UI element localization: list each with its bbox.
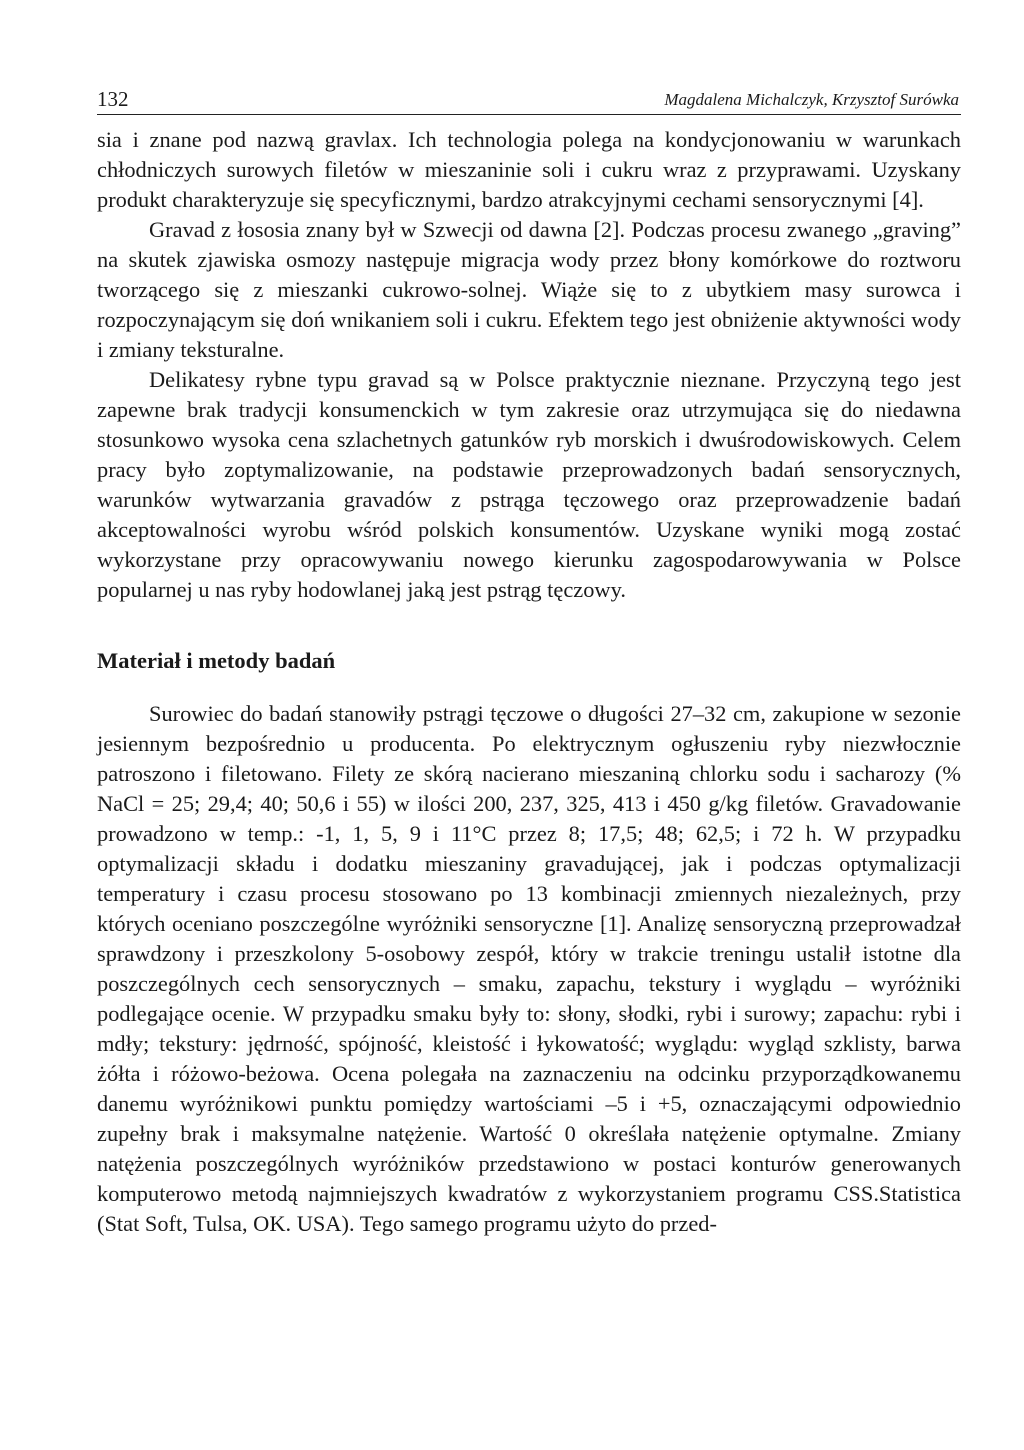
page bbox=[97, 76, 961, 1239]
paragraph-study-aim: Delikatesy rybne typu gravad są w Polsce praktycznie nieznane. Przyczyną tego jest zapewne brak tradycji konsumenckich w tym zakresie oraz utrzymująca się do niedawna stosunkowo wysoka cena szlachetnych gatunków ryb morskich i dwuśrodowiskowych. Celem pracy było zoptymalizowanie, na podstawie przeprowadzonych badań sensorycznych, warunków wytwarzania gravadów z pstrąga tęczowego oraz przeprowadzenie badań akceptowalności wyrobu wśród polskich konsumentów. Uzyskane wyniki mogą zostać wykorzystane przy opracowywaniu nowego kierunku zagospodarowywania w Polsce popularnej u nas ryby hodowlanej jaką jest pstrąg tęczowy. bbox=[97, 367, 961, 602]
section-heading: Materiał i metody badań bbox=[97, 648, 336, 673]
paragraph-materials-methods: Surowiec do badań stanowiły pstrągi tęczowe o długości 27–32 cm, zakupione w sezonie jesiennym bezpośrednio u producenta. Po elektrycznym ogłuszeniu ryby niezwłocznie patroszono i filetowano. Filety ze skórą nacierano mieszaniną chlorku sodu i sacharozy (% NaCl = 25; 29,4; 40; 50,6 i 55) w ilości 200, 237, 325, 413 i 450 g/kg filetów. Gravadowanie prowadzono w temp.: -1, 1, 5, 9 i 11°C przez 8; 17,5; 48; 62,5; i 72 h. W przypadku optymalizacji składu i dodatku mieszaniny gravadującej, jak i podczas optymalizacji temperatury i czasu procesu stosowano po 13 kombinacji zmiennych niezależnych, przy których oceniano poszczególne wyróżniki sensoryczne [1]. Analizę sensoryczną przeprowadzał sprawdzony i przeszkolony 5-osobowy zespół, który w trakcie treningu ustalił istotne dla poszczególnych cech sensorycznych – smaku, zapachu, tekstury i wyglądu – wyróżniki podlegające ocenie. W przypadku smaku były to: słony, słodki, rybi i surowy; zapachu: rybi i mdły; tekstury: jędrność, spójność, kleistość i łykowatość; wyglądu: wygląd szklisty, barwa żółta i różowo-beżowa. Ocena polegała na zaznaczeniu na odcinku przyporządkowanemu danemu wyróżnikowi punktu pomiędzy wartościami –5 i +5, oznaczającymi odpowiednio zupełny brak i maksymalne natężenie. Wartość 0 określała natężenie optymalne. Zmiany natężenia poszczególnych wyróżników przedstawiono w postaci konturów generowanych komputerowo metodą najmniejszych kwadratów z wykorzystaniem programu CSS.Statistica (Stat Soft, Tulsa, OK. USA). Tego samego programu użyto do przed- bbox=[97, 701, 961, 1236]
paragraph-gravad-history: Gravad z łososia znany był w Szwecji od dawna [2]. Podczas procesu zwanego „graving” na skutek zjawiska osmozy następuje migracja wody przez błony komórkowe do roztworu tworzącego się z mieszanki cukrowo-solnej. Wiąże się to z ubytkiem masy surowca i rozpoczynającym się doń wnikaniem soli i cukru. Efektem tego jest obniżenie aktywności wody i zmiany teksturalne. bbox=[97, 217, 961, 362]
page-number: 132 bbox=[97, 87, 129, 111]
running-header bbox=[97, 76, 961, 115]
running-header-authors: Magdalena Michalczyk, Krzysztof Surówka bbox=[664, 90, 959, 109]
paragraph-continuation: sia i znane pod nazwą gravlax. Ich technologia polega na kondycjonowaniu w warunkach chłodniczych surowych filetów w mieszaninie soli i cukru wraz z przyprawami. Uzyskany produkt charakteryzuje się specyficznymi, bardzo atrakcyjnymi cechami sensorycznymi [4]. bbox=[97, 127, 961, 212]
